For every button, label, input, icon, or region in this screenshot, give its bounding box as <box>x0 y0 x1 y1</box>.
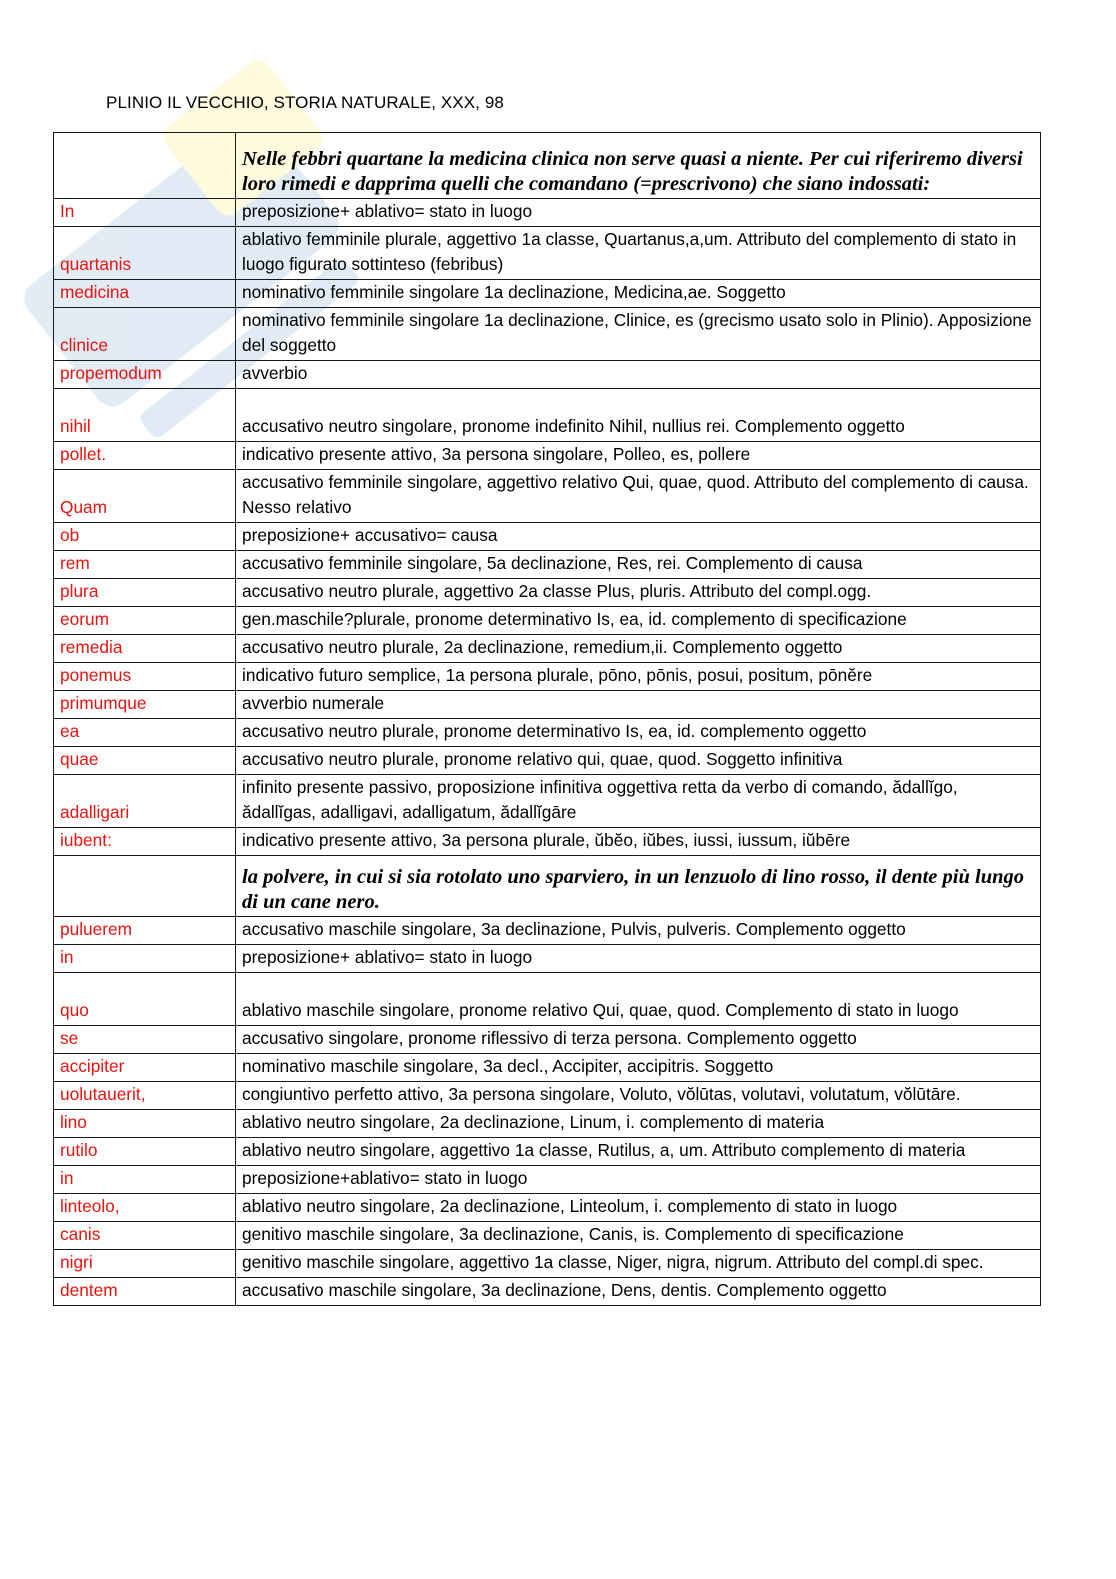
grammar-description: accusativo neutro plurale, aggettivo 2a classe Plus, pluris. Attributo del compl.ogg. <box>236 579 1041 607</box>
latin-word: iubent: <box>54 828 236 856</box>
table-row <box>54 1194 1041 1222</box>
table-row <box>54 775 1041 828</box>
table-row <box>54 442 1041 470</box>
grammar-description: gen.maschile?plurale, pronome determinativo Is, ea, id. complemento di specificazione <box>236 607 1041 635</box>
latin-word: clinice <box>54 308 236 361</box>
grammar-description: accusativo neutro plurale, pronome determinativo Is, ea, id. complemento oggetto <box>236 719 1041 747</box>
table-row <box>54 1278 1041 1306</box>
table-row <box>54 747 1041 775</box>
table-row <box>54 470 1041 523</box>
grammar-description: genitivo maschile singolare, aggettivo 1a classe, Niger, nigra, nigrum. Attributo del compl.di spec. <box>236 1250 1041 1278</box>
latin-word: nigri <box>54 1250 236 1278</box>
latin-word <box>54 856 236 917</box>
latin-word: ea <box>54 719 236 747</box>
latin-word: canis <box>54 1222 236 1250</box>
table-row <box>54 1138 1041 1166</box>
latin-word: In <box>54 199 236 227</box>
latin-word: quae <box>54 747 236 775</box>
grammar-description: indicativo presente attivo, 3a persona plurale, ŭbĕo, iŭbes, iussi, iussum, iŭbēre <box>236 828 1041 856</box>
grammar-description: accusativo femminile singolare, aggettivo relativo Qui, quae, quod. Attributo del complemento di causa. Nesso relativo <box>236 470 1041 523</box>
latin-word: lino <box>54 1110 236 1138</box>
grammar-description: indicativo presente attivo, 3a persona singolare, Polleo, es, pollere <box>236 442 1041 470</box>
latin-word: accipiter <box>54 1054 236 1082</box>
latin-word: quartanis <box>54 227 236 280</box>
latin-word: primumque <box>54 691 236 719</box>
grammar-description: congiuntivo perfetto attivo, 3a persona singolare, Voluto, vŏlūtas, volutavi, volutatum, vŏlūtāre. <box>236 1082 1041 1110</box>
grammar-description: ablativo maschile singolare, pronome relativo Qui, quae, quod. Complemento di stato in luogo <box>236 973 1041 1026</box>
latin-word: rem <box>54 551 236 579</box>
latin-word: medicina <box>54 280 236 308</box>
grammar-description: accusativo neutro plurale, 2a declinazione, remedium,ii. Complemento oggetto <box>236 635 1041 663</box>
grammar-description: infinito presente passivo, proposizione infinitiva oggettiva retta da verbo di comando, ădallĭgo, ădallĭgas, adalligavi, adalligatum, ădallĭgāre <box>236 775 1041 828</box>
grammar-description: accusativo neutro plurale, pronome relativo qui, quae, quod. Soggetto infinitiva <box>236 747 1041 775</box>
grammar-description: accusativo neutro singolare, pronome indefinito Nihil, nullius rei. Complemento oggetto <box>236 389 1041 442</box>
latin-word: pollet. <box>54 442 236 470</box>
grammar-description: preposizione+ablativo= stato in luogo <box>236 1166 1041 1194</box>
table-row <box>54 945 1041 973</box>
grammar-description: accusativo femminile singolare, 5a declinazione, Res, rei. Complemento di causa <box>236 551 1041 579</box>
table-row <box>54 199 1041 227</box>
table-row <box>54 1026 1041 1054</box>
table-row <box>54 1082 1041 1110</box>
table-row <box>54 719 1041 747</box>
latin-word: quo <box>54 973 236 1026</box>
table-row <box>54 308 1041 361</box>
table-row <box>54 828 1041 856</box>
latin-word: in <box>54 945 236 973</box>
grammar-description: nominativo femminile singolare 1a declinazione, Medicina,ae. Soggetto <box>236 280 1041 308</box>
table-row <box>54 389 1041 442</box>
grammar-description: indicativo futuro semplice, 1a persona plurale, pōno, pōnis, posui, positum, pōnĕre <box>236 663 1041 691</box>
translation-row <box>54 133 1041 199</box>
latin-word: in <box>54 1166 236 1194</box>
table-row <box>54 579 1041 607</box>
grammar-analysis-table <box>53 132 1041 1306</box>
table-row <box>54 523 1041 551</box>
latin-word: remedia <box>54 635 236 663</box>
grammar-description: preposizione+ accusativo= causa <box>236 523 1041 551</box>
table-row <box>54 361 1041 389</box>
translation-row <box>54 856 1041 917</box>
latin-word: linteolo, <box>54 1194 236 1222</box>
table-row <box>54 635 1041 663</box>
latin-word: uolutauerit, <box>54 1082 236 1110</box>
italian-translation: Nelle febbri quartane la medicina clinica non serve quasi a niente. Per cui riferiremo diversi loro rimedi e dapprima quelli che comandano (=prescrivono) che siano indossati: <box>236 133 1041 199</box>
grammar-description: ablativo neutro singolare, 2a declinazione, Linteolum, i. complemento di stato in luogo <box>236 1194 1041 1222</box>
table-row <box>54 917 1041 945</box>
latin-word: puluerem <box>54 917 236 945</box>
table-row <box>54 1166 1041 1194</box>
grammar-description: ablativo neutro singolare, aggettivo 1a classe, Rutilus, a, um. Attributo complemento di materia <box>236 1138 1041 1166</box>
latin-word <box>54 133 236 199</box>
table-row <box>54 1110 1041 1138</box>
grammar-description: ablativo neutro singolare, 2a declinazione, Linum, i. complemento di materia <box>236 1110 1041 1138</box>
latin-word: adalligari <box>54 775 236 828</box>
grammar-description: nominativo maschile singolare, 3a decl., Accipiter, accipitris. Soggetto <box>236 1054 1041 1082</box>
latin-word: ob <box>54 523 236 551</box>
latin-word: eorum <box>54 607 236 635</box>
latin-word: ponemus <box>54 663 236 691</box>
table-row <box>54 663 1041 691</box>
table-row <box>54 551 1041 579</box>
grammar-description: nominativo femminile singolare 1a declinazione, Clinice, es (grecismo usato solo in Plinio). Apposizione del soggetto <box>236 308 1041 361</box>
latin-word: se <box>54 1026 236 1054</box>
table-row <box>54 1250 1041 1278</box>
latin-word: propemodum <box>54 361 236 389</box>
grammar-description: accusativo maschile singolare, 3a declinazione, Pulvis, pulveris. Complemento oggetto <box>236 917 1041 945</box>
document-title: PLINIO IL VECCHIO, STORIA NATURALE, XXX, 98 <box>106 93 504 112</box>
grammar-description: preposizione+ ablativo= stato in luogo <box>236 199 1041 227</box>
grammar-description: avverbio <box>236 361 1041 389</box>
grammar-description: accusativo maschile singolare, 3a declinazione, Dens, dentis. Complemento oggetto <box>236 1278 1041 1306</box>
table-row <box>54 691 1041 719</box>
table-row <box>54 607 1041 635</box>
latin-word: dentem <box>54 1278 236 1306</box>
grammar-description: ablativo femminile plurale, aggettivo 1a classe, Quartanus,a,um. Attributo del complemento di stato in luogo figurato sottinteso (febribus) <box>236 227 1041 280</box>
table-row <box>54 973 1041 1026</box>
table-row <box>54 280 1041 308</box>
italian-translation: la polvere, in cui si sia rotolato uno sparviero, in un lenzuolo di lino rosso, il dente più lungo di un cane nero. <box>236 856 1041 917</box>
latin-word: nihil <box>54 389 236 442</box>
grammar-description: avverbio numerale <box>236 691 1041 719</box>
latin-word: Quam <box>54 470 236 523</box>
latin-word: rutilo <box>54 1138 236 1166</box>
table-row <box>54 227 1041 280</box>
grammar-description: accusativo singolare, pronome riflessivo di terza persona. Complemento oggetto <box>236 1026 1041 1054</box>
grammar-description: preposizione+ ablativo= stato in luogo <box>236 945 1041 973</box>
table-row <box>54 1222 1041 1250</box>
latin-word: plura <box>54 579 236 607</box>
grammar-description: genitivo maschile singolare, 3a declinazione, Canis, is. Complemento di specificazione <box>236 1222 1041 1250</box>
table-row <box>54 1054 1041 1082</box>
